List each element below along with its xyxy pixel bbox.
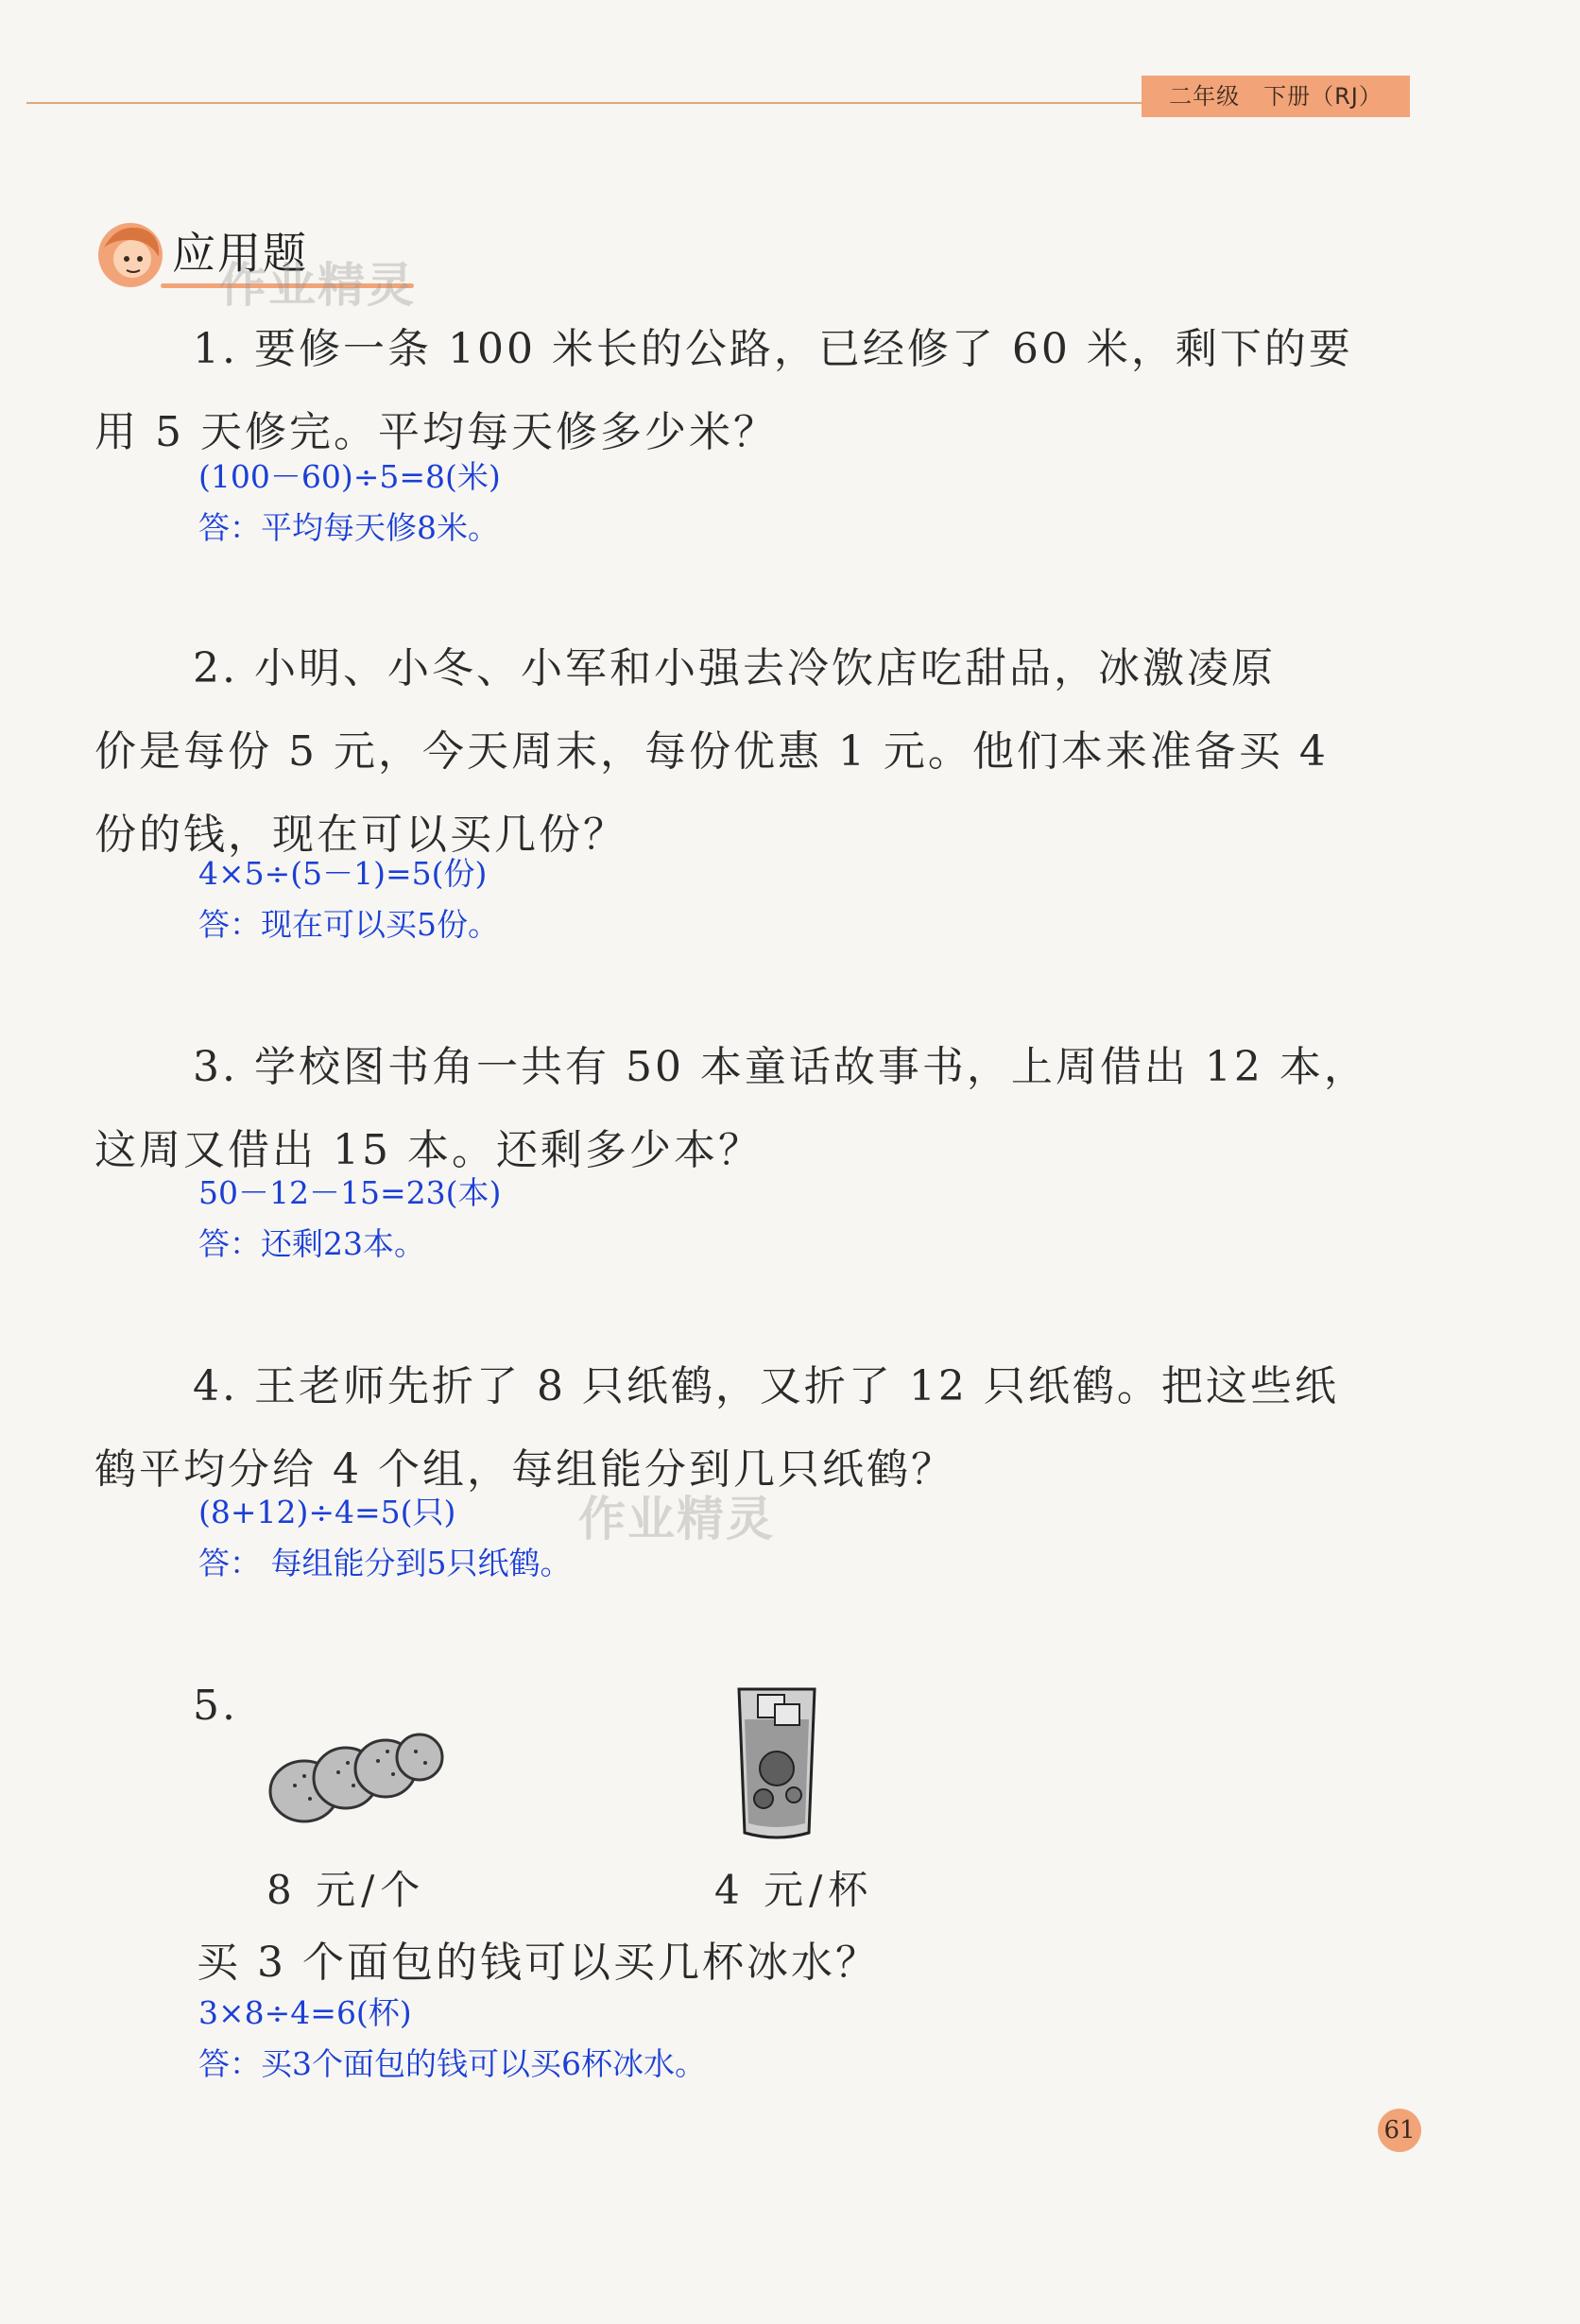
answer-4-text: 答： 每组能分到5只纸鹤。 (198, 1545, 572, 1581)
question-5-number: 5. (193, 1682, 238, 1730)
bread-price-label: 8 元/个 (266, 1867, 426, 1913)
question-1-line-1: 1. 要修一条 100 米长的公路，已经修了 60 米，剩下的要 (193, 325, 1353, 373)
watermark-middle: 作业精灵 (578, 1492, 775, 1546)
question-3-line-2: 这周又借出 15 本。还剩多少本？ (94, 1126, 763, 1174)
answer-2-formula: 4×5÷(5－1)=5(份) (198, 855, 488, 892)
answer-1-text: 答：平均每天修8米。 (198, 509, 499, 546)
answer-2-text: 答：现在可以买5份。 (198, 906, 499, 943)
question-5-text: 买 3 个面包的钱可以买几杯冰水？ (197, 1939, 880, 1987)
question-1-line-2: 用 5 天修完。平均每天修多少米？ (94, 408, 778, 456)
question-2 (94, 627, 1417, 877)
answer-2 (198, 848, 499, 950)
answer-5-formula: 3×8÷4=6(杯) (198, 1994, 412, 2031)
answer-1 (198, 452, 501, 554)
watermark-top: 作业精灵 (219, 258, 416, 313)
bread-icon (266, 1719, 446, 1833)
answer-3-text: 答：还剩23本。 (198, 1225, 425, 1262)
ice-water-glass-icon (731, 1682, 822, 1842)
answer-4 (198, 1487, 572, 1589)
question-4-line-1: 4. 王老师先折了 8 只纸鹤，又折了 12 只纸鹤。把这些纸 (193, 1362, 1339, 1410)
drink-price-label: 4 元/杯 (714, 1867, 874, 1913)
answer-5 (198, 1988, 706, 2090)
answer-5-text: 答：买3个面包的钱可以买6杯冰水。 (198, 2045, 706, 2082)
header-rule (26, 102, 1142, 104)
answer-4-formula: (8+12)÷4=5(只) (198, 1494, 456, 1530)
question-4-line-2: 鹤平均分给 4 个组，每组能分到几只纸鹤？ (94, 1445, 955, 1494)
question-2-line-2: 价是每份 5 元，今天周末，每份优惠 1 元。他们本来准备买 4 (94, 727, 1329, 776)
answer-3-formula: 50－12－15=23(本) (198, 1174, 502, 1211)
page-number: 61 (1378, 2109, 1421, 2152)
question-1 (94, 308, 1417, 474)
section-title: 应用题 (172, 228, 308, 279)
grade-badge: 二年级 下册（RJ） (1142, 76, 1410, 117)
question-2-line-3: 份的钱，现在可以买几份？ (94, 811, 627, 859)
answer-1-formula: (100－60)÷5=8(米) (198, 458, 501, 495)
mascot-icon (94, 219, 166, 291)
answer-3 (198, 1168, 501, 1270)
question-3-line-1: 3. 学校图书角一共有 50 本童话故事书，上周借出 12 本， (193, 1043, 1368, 1091)
question-2-line-1: 2. 小明、小冬、小军和小强去冷饮店吃甜品，冰激凌原 (193, 644, 1276, 692)
